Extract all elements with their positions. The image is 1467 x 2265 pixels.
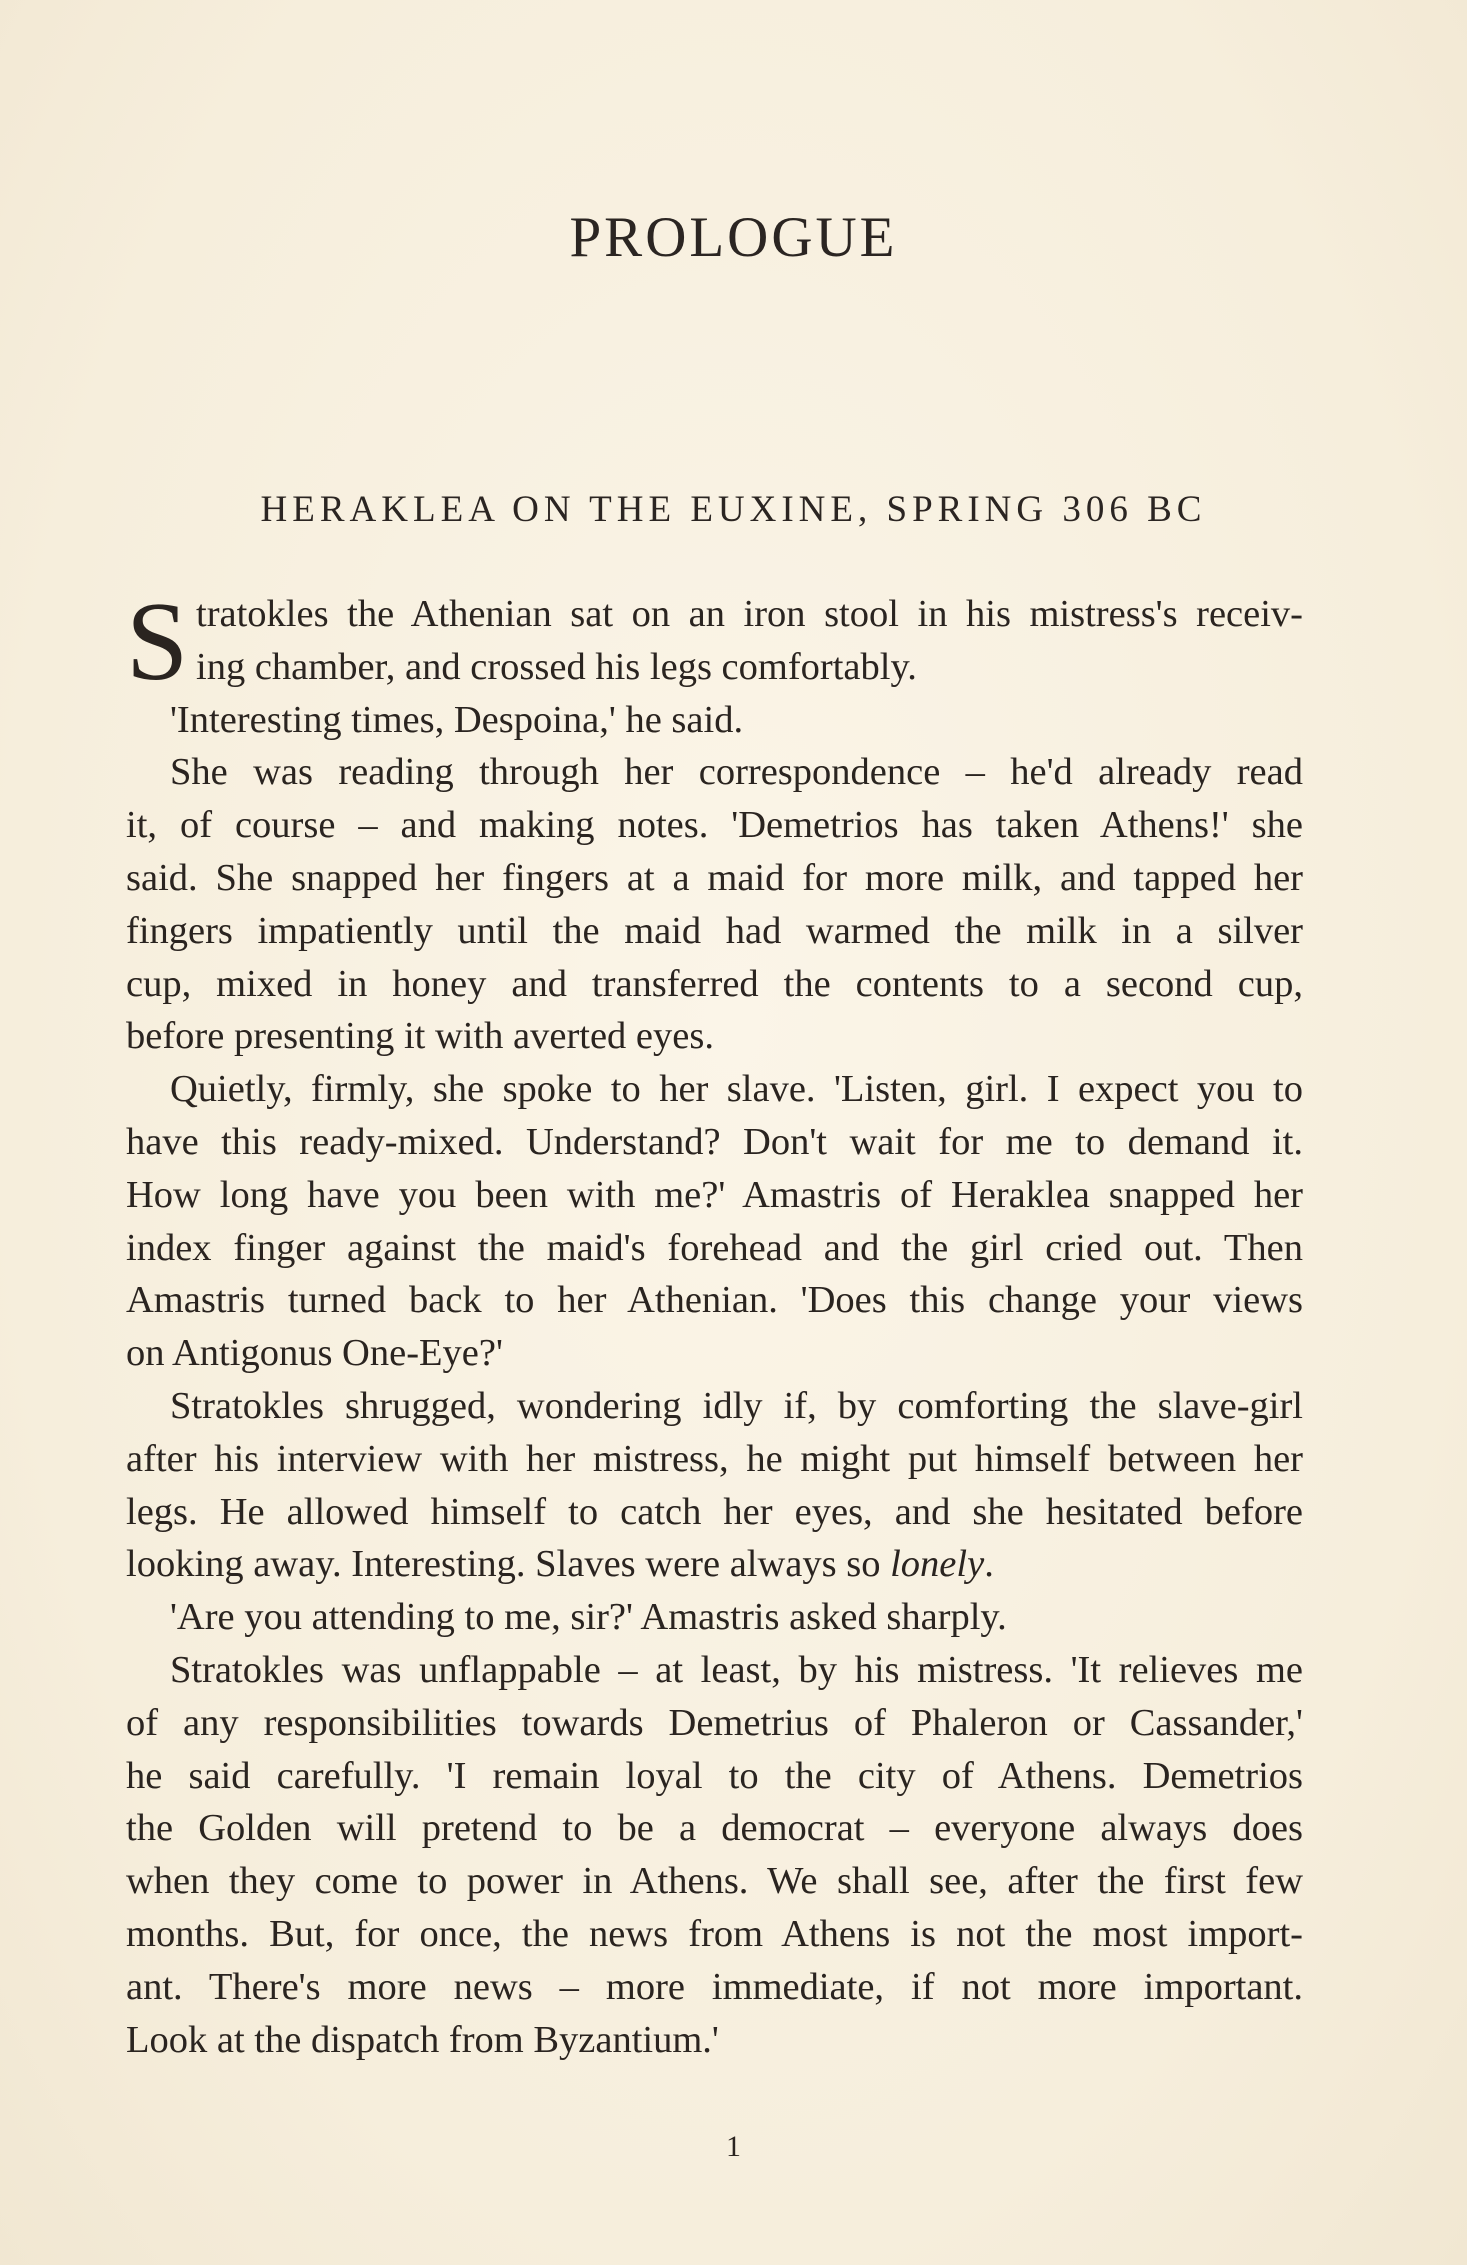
text-line: Stratokles shrugged, wondering idly if, by comforting the slave-girl xyxy=(170,1384,1303,1427)
text-line: ant. There's more news – more immediate, if not more important. xyxy=(126,1965,1303,2008)
text-line: when they come to power in Athens. We shall see, after the first few xyxy=(126,1860,1303,1903)
text-fragment: looking away. Interesting. Slaves were always so xyxy=(126,1543,891,1586)
text-line: legs. He allowed himself to catch her eyes, and she hesitated before xyxy=(126,1490,1303,1533)
text-line: Quietly, firmly, she spoke to her slave. 'Listen, girl. I expect you to xyxy=(170,1068,1303,1111)
text-line: of any responsibilities towards Demetrius of Phaleron or Cassander,' xyxy=(126,1701,1303,1744)
text-line: tratokles the Athenian sat on an iron stool in his mistress's receiv- xyxy=(196,593,1303,635)
text-fragment: . xyxy=(984,1543,994,1586)
text-line: it, of course – and making notes. 'Demetrios has taken Athens!' she xyxy=(126,804,1303,847)
text-line: cup, mixed in honey and transferred the contents to a second cup, xyxy=(126,962,1303,1005)
body-text xyxy=(126,580,1303,2066)
text-line: index finger against the maid's forehead and the girl cried out. Then xyxy=(126,1226,1303,1269)
text-line: 'Interesting times, Despoina,' he said. xyxy=(170,698,744,741)
drop-cap: S xyxy=(126,580,189,704)
text-line: he said carefully. 'I remain loyal to the city of Athens. Demetrios xyxy=(126,1754,1303,1797)
text-line: Stratokles was unflappable – at least, by his mistress. 'It relieves me xyxy=(170,1648,1303,1691)
chapter-title: PROLOGUE xyxy=(569,206,898,269)
text-line: months. But, for once, the news from Athens is not the most import- xyxy=(126,1912,1303,1955)
text-line: She was reading through her correspondence – he'd already read xyxy=(170,751,1303,794)
text-line: Look at the dispatch from Byzantium.' xyxy=(126,2018,719,2061)
text-line: the Golden will pretend to be a democrat – everyone always does xyxy=(126,1807,1303,1850)
text-line: fingers impatiently until the maid had warmed the milk in a silver xyxy=(126,909,1303,952)
text-line: 'Are you attending to me, sir?' Amastris asked sharply. xyxy=(170,1596,1007,1639)
text-line: ing chamber, and crossed his legs comfortably. xyxy=(196,645,917,688)
text-line: said. She snapped her fingers at a maid for more milk, and tapped her xyxy=(126,856,1303,899)
opening-paragraph xyxy=(126,580,1303,704)
text-line: after his interview with her mistress, he might put himself between her xyxy=(126,1437,1303,1480)
italic-word: lonely xyxy=(890,1543,985,1586)
page-number: 1 xyxy=(726,2130,741,2163)
text-line xyxy=(126,1538,1303,1591)
text-line: How long have you been with me?' Amastris of Heraklea snapped her xyxy=(126,1173,1303,1216)
section-heading: HERAKLEA ON THE EUXINE, SPRING 306 BC xyxy=(260,489,1207,530)
text-line: Amastris turned back to her Athenian. 'Does this change your views xyxy=(126,1279,1303,1322)
text-line: on Antigonus One-Eye?' xyxy=(126,1332,503,1375)
text-line: have this ready-mixed. Understand? Don't wait for me to demand it. xyxy=(126,1120,1303,1163)
text-line: before presenting it with averted eyes. xyxy=(126,1015,714,1058)
